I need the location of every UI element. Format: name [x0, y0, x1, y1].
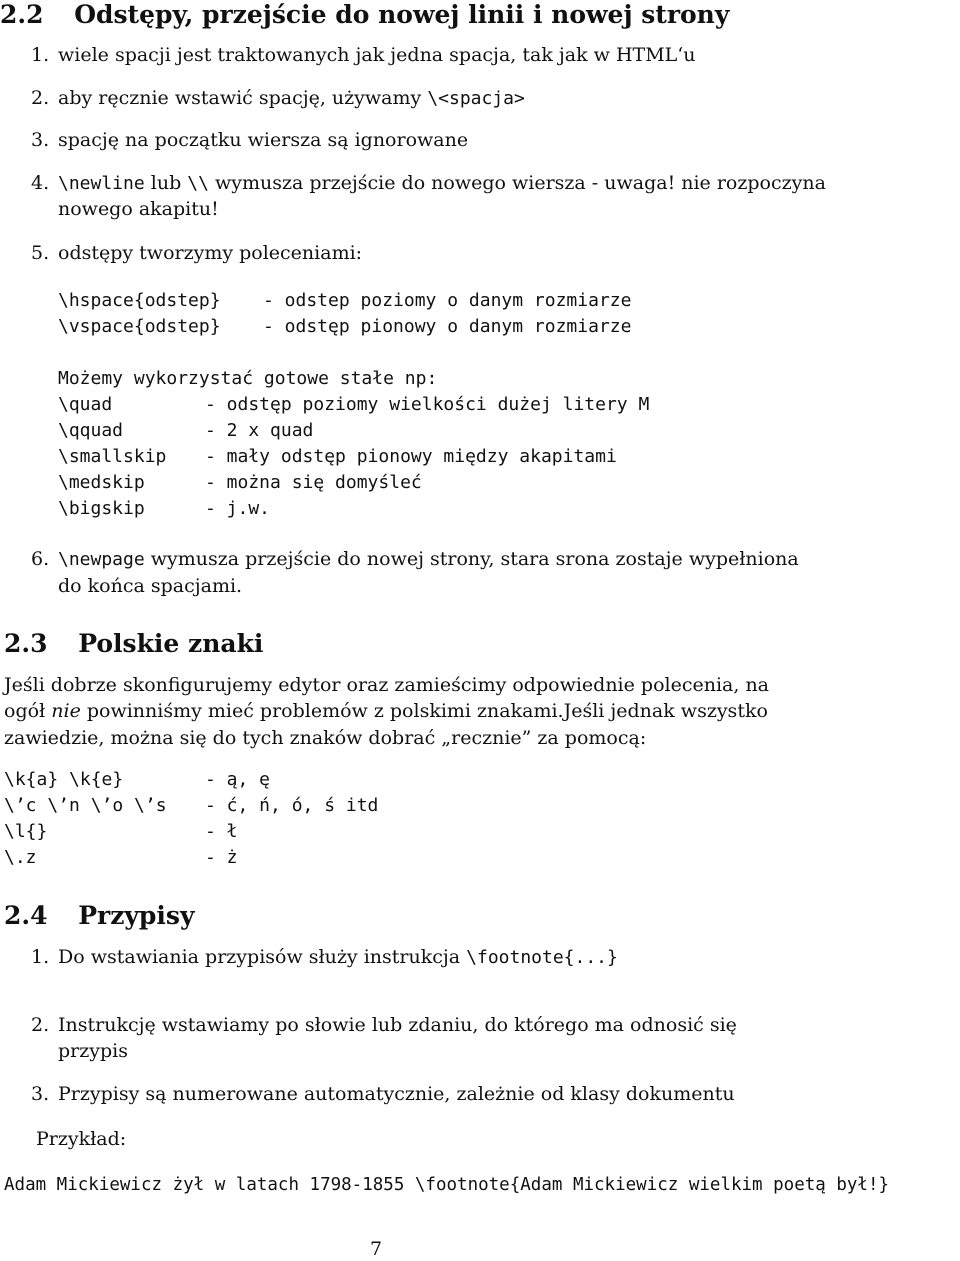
inline-code: \\	[187, 173, 209, 194]
list-item-text: Instrukcję wstawiamy po słowie lub zdaniu, do którego ma odnosić się	[58, 1014, 737, 1036]
list-number: 2.	[31, 1014, 50, 1036]
example-code: Adam Mickiewicz żył w latach 1798-1855 \footnote{Adam Mickiewicz wielkim poetą był!}	[4, 1175, 890, 1195]
code-description: - odstęp poziomy wielkości dużej litery M	[205, 394, 650, 415]
code-command: \l{}	[4, 821, 48, 842]
example-label: Przykład:	[36, 1128, 127, 1150]
code-description: - odstep poziomy o danym rozmiarze	[263, 290, 632, 311]
list-item	[58, 946, 618, 968]
section-heading-2-4	[4, 901, 195, 930]
paragraph-line	[4, 700, 768, 722]
section-number: 2.2	[0, 0, 44, 29]
paragraph-text: powinniśmy mieć problemów z polskimi znakami.Jeśli jednak wszystko	[86, 700, 768, 722]
list-number: 3.	[31, 1083, 50, 1105]
code-description: - odstęp pionowy o danym rozmiarze	[263, 316, 632, 337]
list-item-text: lub	[150, 172, 182, 194]
code-command: \bigskip	[58, 498, 145, 519]
code-command: \.z	[4, 847, 37, 868]
list-item	[58, 87, 525, 109]
list-number: 1.	[31, 946, 50, 968]
code-command: \qquad	[58, 420, 124, 441]
section-title: Odstępy, przejście do nowej linii i nowej strony	[74, 0, 730, 29]
code-line: Możemy wykorzystać gotowe stałe np:	[58, 368, 438, 389]
code-description: - ż	[205, 847, 238, 868]
code-description: - ł	[205, 821, 238, 842]
section-heading-2-2	[0, 0, 729, 29]
code-command: \’c \’n \’o \’s	[4, 795, 167, 816]
list-number: 6.	[31, 548, 50, 570]
list-item-text: wymusza przejście do nowego wiersza - uwaga! nie rozpoczyna	[215, 172, 826, 194]
code-command: \k{a} \k{e}	[4, 769, 124, 790]
code-description: - 2 x quad	[205, 420, 314, 441]
code-command: \smallskip	[58, 446, 167, 467]
section-title: Przypisy	[78, 901, 195, 930]
code-command: \quad	[58, 394, 113, 415]
page-number: 7	[370, 1238, 383, 1260]
inline-code: \<spacja>	[427, 88, 525, 109]
list-item-text: przypis	[58, 1040, 128, 1062]
inline-code: \footnote{...}	[466, 947, 618, 968]
list-item-text: Do wstawiania przypisów służy instrukcja	[58, 946, 461, 968]
paragraph-line: Jeśli dobrze skonfigurujemy edytor oraz zamieścimy odpowiednie polecenia, na	[4, 674, 770, 696]
inline-code: \newline	[58, 173, 145, 194]
section-title: Polskie znaki	[78, 629, 264, 658]
list-number: 4.	[31, 172, 50, 194]
list-number: 2.	[31, 87, 50, 109]
section-number: 2.3	[4, 629, 48, 658]
list-item-text: spację na początku wiersza są ignorowane	[58, 129, 469, 151]
code-command: \vspace{odstep}	[58, 316, 221, 337]
list-item-text: Przypisy są numerowane automatycznie, zależnie od klasy dokumentu	[58, 1083, 735, 1105]
code-description: - ć, ń, ó, ś itd	[205, 795, 379, 816]
code-description: - można się domyśleć	[205, 472, 422, 493]
list-item-text: do końca spacjami.	[58, 575, 243, 597]
code-command: \hspace{odstep}	[58, 290, 221, 311]
list-number: 3.	[31, 129, 50, 151]
list-item-text: wiele spacji jest traktowanych jak jedna spacja, tak jak w HTML‘u	[58, 44, 696, 66]
inline-code: \newpage	[58, 549, 145, 570]
emphasis-text: nie	[51, 700, 81, 722]
list-item	[58, 172, 826, 194]
list-number: 5.	[31, 242, 50, 264]
list-item-text: nowego akapitu!	[58, 198, 219, 220]
code-description: - ą, ę	[205, 769, 271, 790]
section-number: 2.4	[4, 901, 48, 930]
list-item-text: aby ręcznie wstawić spację, używamy	[58, 87, 422, 109]
list-item-text: odstępy tworzymy poleceniami:	[58, 242, 363, 264]
section-heading-2-3	[4, 629, 263, 658]
paragraph-line: zawiedzie, można się do tych znaków dobrać „recznie” za pomocą:	[4, 727, 647, 749]
paragraph-text: ogół	[4, 700, 46, 722]
code-command: \medskip	[58, 472, 145, 493]
code-description: - j.w.	[205, 498, 271, 519]
list-number: 1.	[31, 44, 50, 66]
list-item	[58, 548, 799, 570]
list-item-text: wymusza przejście do nowej strony, stara srona zostaje wypełniona	[150, 548, 799, 570]
code-description: - mały odstęp pionowy między akapitami	[205, 446, 617, 467]
